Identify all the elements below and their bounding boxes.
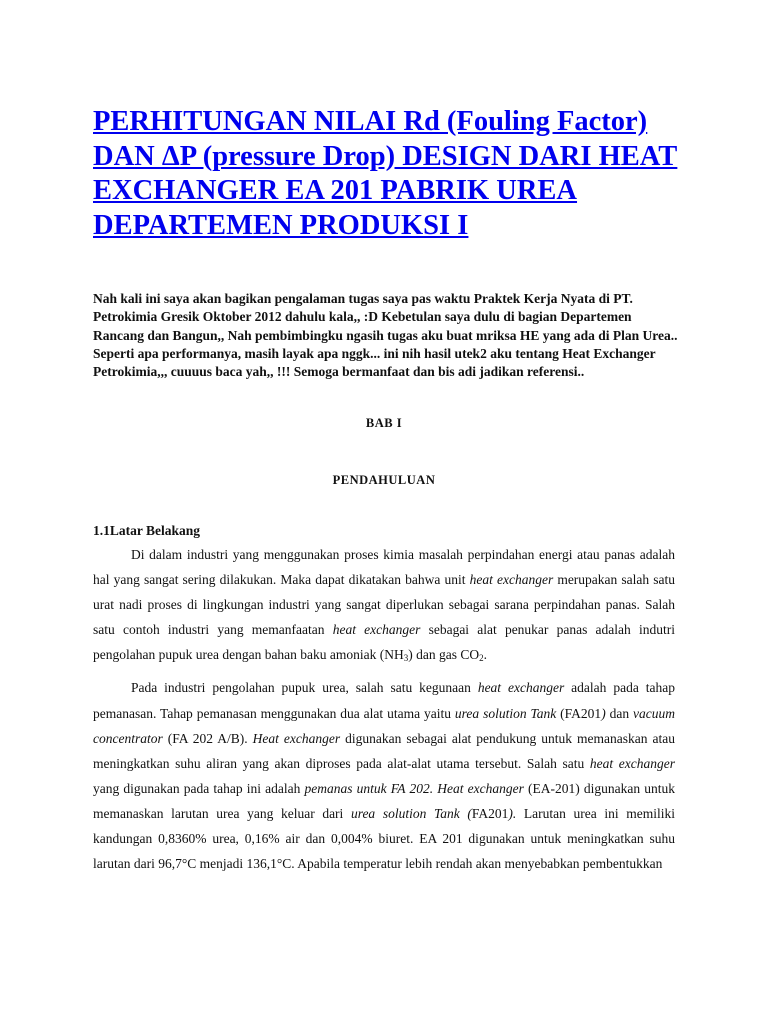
text-run: (FA201	[556, 705, 602, 721]
text-run: (EA-201) digunakan untuk memanaskan larutan urea yang keluar dari	[93, 780, 675, 821]
italic-term: )	[601, 705, 606, 721]
text-run: Pada industri pengolahan pupuk urea, salah satu kegunaan	[131, 680, 478, 696]
italic-term: vacuum concentrator	[93, 705, 676, 746]
chapter-heading: BAB I	[365, 416, 403, 430]
italic-term: ).	[508, 805, 517, 821]
text-run: .	[483, 647, 488, 663]
text-run: Larutan urea ini memiliki kandungan 0,8360% urea, 0,16% air dan 0,004% biuret. EA 201 digunakan untuk meningkatkan suhu larutan dari 96,7°C menjadi 136,1°C. Apabila temperatur lebih rendah akan menyebabkan pembentukkan	[93, 805, 675, 872]
text-run: digunakan sebagai alat pendukung untuk memanaskan atau meningkatkan suhu aliran yang akan diproses pada alat-alat utama tersebut. Salah satu	[93, 730, 676, 771]
text-run: ) dan gas CO	[408, 647, 480, 663]
italic-term: urea solution Tank	[454, 705, 557, 721]
text-run: yang digunakan pada tahap ini adalah	[93, 780, 305, 796]
italic-term: Heat exchanger	[252, 730, 341, 746]
text-run: adalah pada tahap pemanasan. Tahap pemanasan menggunakan dua alat utama yaitu	[93, 680, 675, 721]
document-title	[93, 105, 693, 243]
text-run: Di dalam industri yang menggunakan proses kimia masalah perpindahan energi atau panas adalah hal yang sangat sering dilakukan. Maka dapat dikatakan bahwa unit	[93, 547, 675, 588]
text-run: sebagai alat penukar panas adalah indutri pengolahan pupuk urea dengan bahan baku amoniak (NH	[93, 622, 675, 663]
text-run: (FA 202 A/B).	[162, 730, 253, 746]
subscript: 2	[479, 653, 484, 664]
body-text	[93, 542, 675, 876]
intro-paragraph: Nah kali ini saya akan bagikan pengalaman tugas saya pas waktu Praktek Kerja Nyata di PT. Petrokimia Gresik Oktober 2012 dahulu kala,, :D Kebetulan saya dulu di bagian Departemen Rancang dan Bangun,, Nah pembimbingku ngasih tugas aku buat mriksa HE yang ada di Plan Urea.. Seperti apa performanya, masih layak apa nggk... ini nih hasil utek2 aku tentang Heat Exchanger Petrokimia,,, cuuuus baca yah,, !!! Semoga bermanfaat dan bis adi jadikan referensi..	[93, 291, 678, 380]
section-heading: 1.1Latar Belakang	[93, 523, 201, 538]
subscript: 3	[403, 653, 409, 664]
italic-term: heat exchanger	[477, 680, 565, 696]
text-run: FA201	[471, 805, 509, 821]
italic-term: heat exchanger	[332, 622, 421, 638]
text-run: dan	[605, 705, 634, 721]
title-link[interactable]: PERHITUNGAN NILAI Rd (Fouling Factor) DAN ΔP (pressure Drop) DESIGN DARI HEAT EXCHANGER EA 201 PABRIK UREA DEPARTEMEN PRODUKSI I	[93, 106, 678, 241]
paragraph-1	[93, 542, 675, 667]
italic-term: urea solution Tank (	[350, 805, 472, 821]
paragraph-2	[93, 675, 675, 876]
chapter-title: PENDAHULUAN	[332, 473, 436, 487]
italic-term: heat exchanger	[469, 572, 554, 588]
italic-term: heat exchanger	[589, 755, 676, 771]
italic-term: pemanas untuk FA 202. Heat exchanger	[304, 780, 524, 796]
text-run: merupakan salah satu urat nadi proses di lingkungan industri yang sangat diperlukan sebagai sarana perpindahan panas. Salah satu contoh industri yang memanfaatan	[93, 572, 675, 638]
